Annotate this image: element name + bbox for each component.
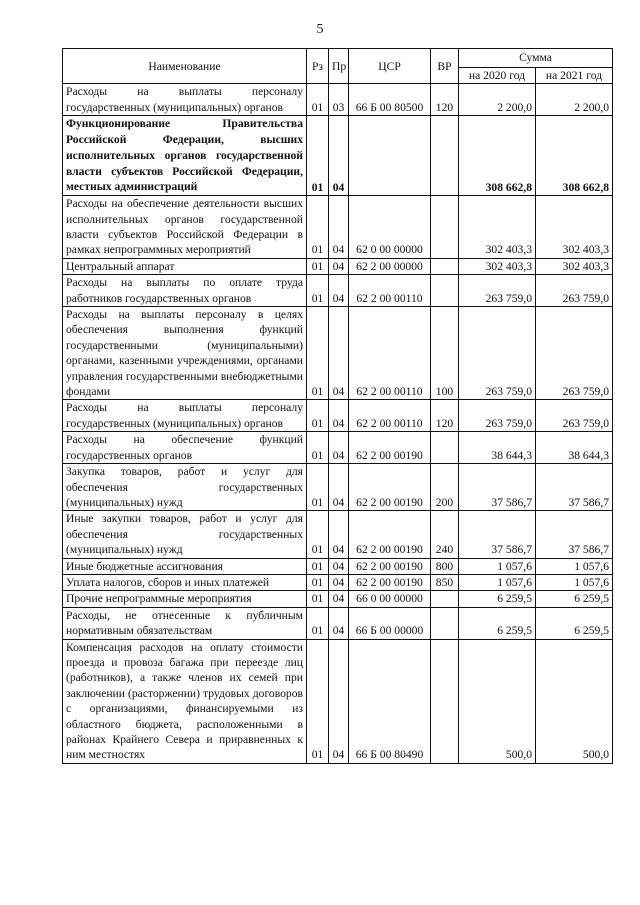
row-sum-2021: 1 057,6 xyxy=(536,558,613,574)
row-pr: 04 xyxy=(329,400,349,432)
row-vr: 100 xyxy=(431,307,459,400)
row-rz: 01 xyxy=(307,639,329,763)
row-vr xyxy=(431,639,459,763)
row-sum-2021: 37 586,7 xyxy=(536,511,613,558)
table-row xyxy=(63,400,613,432)
row-sum-2021: 263 759,0 xyxy=(536,307,613,400)
table-row xyxy=(63,432,613,464)
row-csr: 66 Б 00 00000 xyxy=(349,607,431,639)
header-year-2021: на 2021 год xyxy=(536,68,613,84)
row-rz: 01 xyxy=(307,558,329,574)
header-year-2020: на 2020 год xyxy=(459,68,536,84)
table-row xyxy=(63,574,613,590)
row-rz: 01 xyxy=(307,116,329,196)
row-sum-2020: 38 644,3 xyxy=(459,432,536,464)
row-sum-2021: 38 644,3 xyxy=(536,432,613,464)
table-row xyxy=(63,639,613,763)
table-row xyxy=(63,116,613,196)
row-vr xyxy=(431,432,459,464)
table-row xyxy=(63,464,613,511)
row-csr: 66 Б 00 80500 xyxy=(349,84,431,116)
row-name: Расходы на обеспечение деятельности высших исполнительных органов государственной власти субъектов Российской Федерации в рамках непрограммных мероприятий xyxy=(63,196,307,259)
row-sum-2020: 1 057,6 xyxy=(459,574,536,590)
row-csr xyxy=(349,116,431,196)
table-row xyxy=(63,275,613,307)
row-sum-2021: 6 259,5 xyxy=(536,607,613,639)
row-vr: 240 xyxy=(431,511,459,558)
row-pr: 04 xyxy=(329,464,349,511)
row-pr: 04 xyxy=(329,639,349,763)
row-pr: 04 xyxy=(329,558,349,574)
row-rz: 01 xyxy=(307,400,329,432)
row-vr: 800 xyxy=(431,558,459,574)
header-pr: Пр xyxy=(329,49,349,84)
row-sum-2020: 263 759,0 xyxy=(459,400,536,432)
row-sum-2021: 263 759,0 xyxy=(536,400,613,432)
row-vr xyxy=(431,275,459,307)
row-sum-2020: 2 200,0 xyxy=(459,84,536,116)
row-csr: 62 2 00 00190 xyxy=(349,558,431,574)
row-name: Расходы на выплаты по оплате труда работников государственных органов xyxy=(63,275,307,307)
row-vr xyxy=(431,591,459,607)
row-sum-2020: 1 057,6 xyxy=(459,558,536,574)
row-vr: 120 xyxy=(431,84,459,116)
row-name: Прочие непрограммные мероприятия xyxy=(63,591,307,607)
row-pr: 04 xyxy=(329,196,349,259)
page-number: 5 xyxy=(316,22,324,37)
row-name: Расходы на выплаты персоналу в целях обеспечения выполнения функций государственными (муниципальными) органами, казенными учреждениями, органами управления государственными внебюджетными фондами xyxy=(63,307,307,400)
table-row xyxy=(63,591,613,607)
row-pr: 04 xyxy=(329,607,349,639)
row-vr: 850 xyxy=(431,574,459,590)
row-vr xyxy=(431,607,459,639)
row-rz: 01 xyxy=(307,591,329,607)
row-name: Иные бюджетные ассигнования xyxy=(63,558,307,574)
row-vr: 200 xyxy=(431,464,459,511)
table-row xyxy=(63,258,613,274)
row-pr: 04 xyxy=(329,511,349,558)
budget-table xyxy=(62,48,613,764)
table-row xyxy=(63,84,613,116)
row-csr: 62 2 00 00190 xyxy=(349,574,431,590)
table-row xyxy=(63,511,613,558)
row-sum-2020: 37 586,7 xyxy=(459,511,536,558)
row-sum-2021: 302 403,3 xyxy=(536,196,613,259)
row-name: Расходы на выплаты персоналу государственных (муниципальных) органов xyxy=(63,84,307,116)
row-sum-2021: 1 057,6 xyxy=(536,574,613,590)
row-sum-2021: 308 662,8 xyxy=(536,116,613,196)
row-vr xyxy=(431,196,459,259)
row-vr xyxy=(431,258,459,274)
row-pr: 04 xyxy=(329,275,349,307)
table-row xyxy=(63,196,613,259)
row-sum-2020: 37 586,7 xyxy=(459,464,536,511)
row-rz: 01 xyxy=(307,574,329,590)
row-pr: 04 xyxy=(329,591,349,607)
row-sum-2020: 263 759,0 xyxy=(459,275,536,307)
row-rz: 01 xyxy=(307,196,329,259)
row-sum-2020: 302 403,3 xyxy=(459,196,536,259)
row-name: Функционирование Правительства Российской Федерации, высших исполнительных органов государственной власти субъектов Российской Федерации, местных администраций xyxy=(63,116,307,196)
row-name: Расходы на выплаты персоналу государственных (муниципальных) органов xyxy=(63,400,307,432)
row-sum-2021: 2 200,0 xyxy=(536,84,613,116)
row-name: Расходы, не отнесенные к публичным нормативным обязательствам xyxy=(63,607,307,639)
row-pr: 04 xyxy=(329,432,349,464)
row-pr: 04 xyxy=(329,307,349,400)
row-sum-2021: 500,0 xyxy=(536,639,613,763)
row-sum-2020: 308 662,8 xyxy=(459,116,536,196)
row-rz: 01 xyxy=(307,432,329,464)
row-sum-2020: 6 259,5 xyxy=(459,591,536,607)
row-sum-2021: 37 586,7 xyxy=(536,464,613,511)
row-rz: 01 xyxy=(307,258,329,274)
table-row xyxy=(63,558,613,574)
row-csr: 62 2 00 00190 xyxy=(349,432,431,464)
row-sum-2021: 302 403,3 xyxy=(536,258,613,274)
row-csr: 62 2 00 00190 xyxy=(349,464,431,511)
row-csr: 62 2 00 00110 xyxy=(349,400,431,432)
row-rz: 01 xyxy=(307,607,329,639)
row-csr: 62 2 00 00110 xyxy=(349,307,431,400)
row-csr: 62 0 00 00000 xyxy=(349,196,431,259)
row-sum-2021: 6 259,5 xyxy=(536,591,613,607)
row-sum-2021: 263 759,0 xyxy=(536,275,613,307)
row-name: Уплата налогов, сборов и иных платежей xyxy=(63,574,307,590)
row-sum-2020: 6 259,5 xyxy=(459,607,536,639)
row-sum-2020: 500,0 xyxy=(459,639,536,763)
table-row xyxy=(63,307,613,400)
header-name: Наименование xyxy=(63,49,307,84)
row-name: Иные закупки товаров, работ и услуг для обеспечения государственных (муниципальных) нужд xyxy=(63,511,307,558)
row-csr: 62 2 00 00190 xyxy=(349,511,431,558)
row-pr: 03 xyxy=(329,84,349,116)
row-rz: 01 xyxy=(307,511,329,558)
row-rz: 01 xyxy=(307,464,329,511)
row-name: Закупка товаров, работ и услуг для обеспечения государственных (муниципальных) нужд xyxy=(63,464,307,511)
row-sum-2020: 302 403,3 xyxy=(459,258,536,274)
row-csr: 66 Б 00 80490 xyxy=(349,639,431,763)
header-csr: ЦСР xyxy=(349,49,431,84)
row-csr: 62 2 00 00000 xyxy=(349,258,431,274)
header-rz: Рз xyxy=(307,49,329,84)
row-pr: 04 xyxy=(329,574,349,590)
header-vr: ВР xyxy=(431,49,459,84)
row-name: Расходы на обеспечение функций государственных органов xyxy=(63,432,307,464)
row-sum-2020: 263 759,0 xyxy=(459,307,536,400)
row-name: Компенсация расходов на оплату стоимости проезда и провоза багажа при переезде лиц (работников), а также членов их семей при заключении (расторжении) трудовых договоров с организациями, финансируемыми из областного бюджета, расположенными в районах Крайнего Севера и приравненных к ним местностях xyxy=(63,639,307,763)
row-rz: 01 xyxy=(307,84,329,116)
header-sum: Сумма xyxy=(459,49,613,68)
row-vr xyxy=(431,116,459,196)
row-vr: 120 xyxy=(431,400,459,432)
row-rz: 01 xyxy=(307,307,329,400)
row-rz: 01 xyxy=(307,275,329,307)
row-csr: 66 0 00 00000 xyxy=(349,591,431,607)
row-pr: 04 xyxy=(329,116,349,196)
row-csr: 62 2 00 00110 xyxy=(349,275,431,307)
row-pr: 04 xyxy=(329,258,349,274)
table-row xyxy=(63,607,613,639)
row-name: Центральный аппарат xyxy=(63,258,307,274)
